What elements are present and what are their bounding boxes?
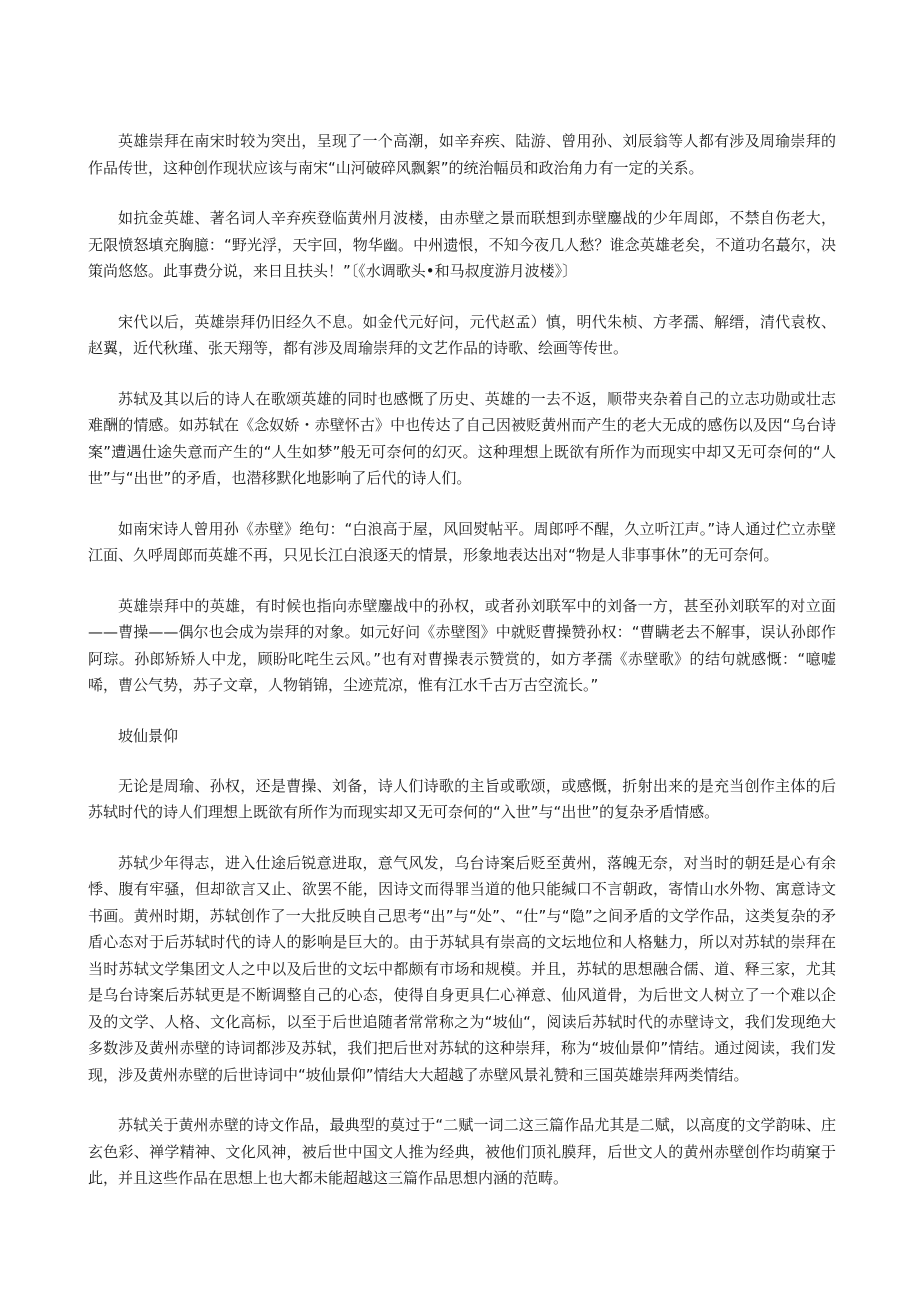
paragraph-poet-emotions: 无论是周瑜、孙权，还是曹操、刘备，诗人们诗歌的主旨或歌颂，或感慨，折射出来的是充当创作主体的后苏轼时代的诗人们理想上既欲有所作为而现实却又无可奈何的“入世”与“出世”的复杂矛盾情感。 <box>88 776 836 821</box>
section-heading: 坡仙景仰 <box>118 726 179 745</box>
paragraph-su-shi-career: 苏轼少年得志，进入仕途后锐意进取，意气风发，乌台诗案后贬至黄州，落魄无奈，对当时的朝廷是心有余悸、腹有牢骚，但却欲言又止、欲罢不能，因诗文而得罪当道的他只能缄口不言朝政，寄情山水外物、寓意诗文书画。黄州时期，苏轼创作了一大批反映自己思考“出”与“处”、“仕”与“隐”之间矛盾的文学作品，这类复杂的矛盾心态对于后苏轼时代的诗人的影响是巨大的。由于苏轼具有崇高的文坛地位和人格魅力，所以对苏轼的崇拜在当时苏轼文学集团文人之中以及后世的文坛中都颇有市场和规模。并且，苏轼的思想融合儒、道、释三家，尤其是乌台诗案后苏轼更是不断调整自己的心态，使得自身更具仁心禅意、仙风道骨，为后世文人树立了一个难以企及的文学、人格、文化高标，以至于后世追随者常常称之为“坡仙“，阅读后苏轼时代的赤壁诗文，我们发现绝大多数涉及黄州赤壁的诗词都涉及苏轼，我们把后世对苏轼的这种崇拜，称为“坡仙景仰”情结。通过阅读，我们发现，涉及黄州赤壁的后世诗词中“坡仙景仰”情结大大超越了赤壁风景礼赞和三国英雄崇拜两类情结。 <box>88 853 836 1084</box>
paragraph-sun-quan-cao-cao: 英雄崇拜中的英雄，有时候也指向赤壁鏖战中的孙权，或者孙刘联军中的刘备一方，甚至孙刘联军的对立面——曹操——偶尔也会成为崇拜的对象。如元好问《赤壁图》中就贬曹操赞孙权：“曹瞒老去不解事，误认孙郎作阿琮。孙郎矫矫人中龙，顾盼叱咤生云风。”也有对曹操表示赞赏的，如方孝孺《赤壁歌》的结句就感慨：“噫嘘唏，曹公气势，苏子文章，人物销锦，尘迹荒凉，惟有江水千古万古空流长。” <box>88 596 836 694</box>
paragraph-zeng-yongsun: 如南宋诗人曾用孙《赤壁》绝句：“白浪高于屋，风回熨帖平。周郎呼不醒，久立听江声。”诗人通过伫立赤壁江面、久呼周郎而英雄不再，只见长江白浪逐天的情景，形象地表达出对“物是人非事事休”的无可奈何。 <box>88 519 836 564</box>
paragraph-xin-qiji: 如抗金英雄、著名词人辛弃疾登临黄州月波楼，由赤壁之景而联想到赤壁鏖战的少年周郎，不禁自伤老大，无限愤怒填充胸臆：“野光浮，天宇回，物华幽。中州遗恨，不知今夜几人愁？谁念英雄老矣，不道功名蕞尔，决策尚悠悠。此事费分说，来日且扶头！”〔《水调歌头•和马叔度游月波楼》〕 <box>88 209 836 280</box>
paragraph-after-song: 宋代以后，英雄崇拜仍旧经久不息。如金代元好问，元代赵孟）慎，明代朱桢、方孝孺、解缙，清代袁枚、赵翼，近代秋瑾、张天翔等，都有涉及周瑜崇拜的文艺作品的诗歌、绘画等传世。 <box>88 312 836 357</box>
paragraph-su-shi-poets: 苏轼及其以后的诗人在歌颂英雄的同时也感慨了历史、英雄的一去不返，顺带夹杂着自己的立志功勋或壮志难酬的情感。如苏轼在《念奴娇・赤壁怀古》中也传达了自己因被贬黄州而产生的老大无成的感伤以及因“乌台诗案”遭遇仕途失意而产生的“人生如梦”般无可奈何的幻灭。这种理想上既欲有所作为而现实中却又无可奈何的“人世”与“出世”的矛盾，也潜移默化地影响了后代的诗人们。 <box>88 389 836 487</box>
document-body <box>88 128 836 1216</box>
paragraph-su-shi-works: 苏轼关于黄州赤壁的诗文作品，最典型的莫过于“二赋一词二这三篇作品尤其是二赋，以高度的文学韵味、庄玄色彩、禅学精神、文化风神，被后世中国文人推为经典，被他们顶礼膜拜，后世文人的黄州赤壁创作均萌窠于此，并且这些作品在思想上也大都未能超越这三篇作品思想内涵的范畴。 <box>88 1116 836 1187</box>
paragraph-hero-worship-southern-song: 英雄崇拜在南宋时较为突出，呈现了一个高潮，如辛弃疾、陆游、曾用孙、刘辰翁等人都有涉及周瑜崇拜的作品传世，这种创作现状应该与南宋“山河破碎风飘絮”的统治幅员和政治角力有一定的关系。 <box>88 132 836 177</box>
